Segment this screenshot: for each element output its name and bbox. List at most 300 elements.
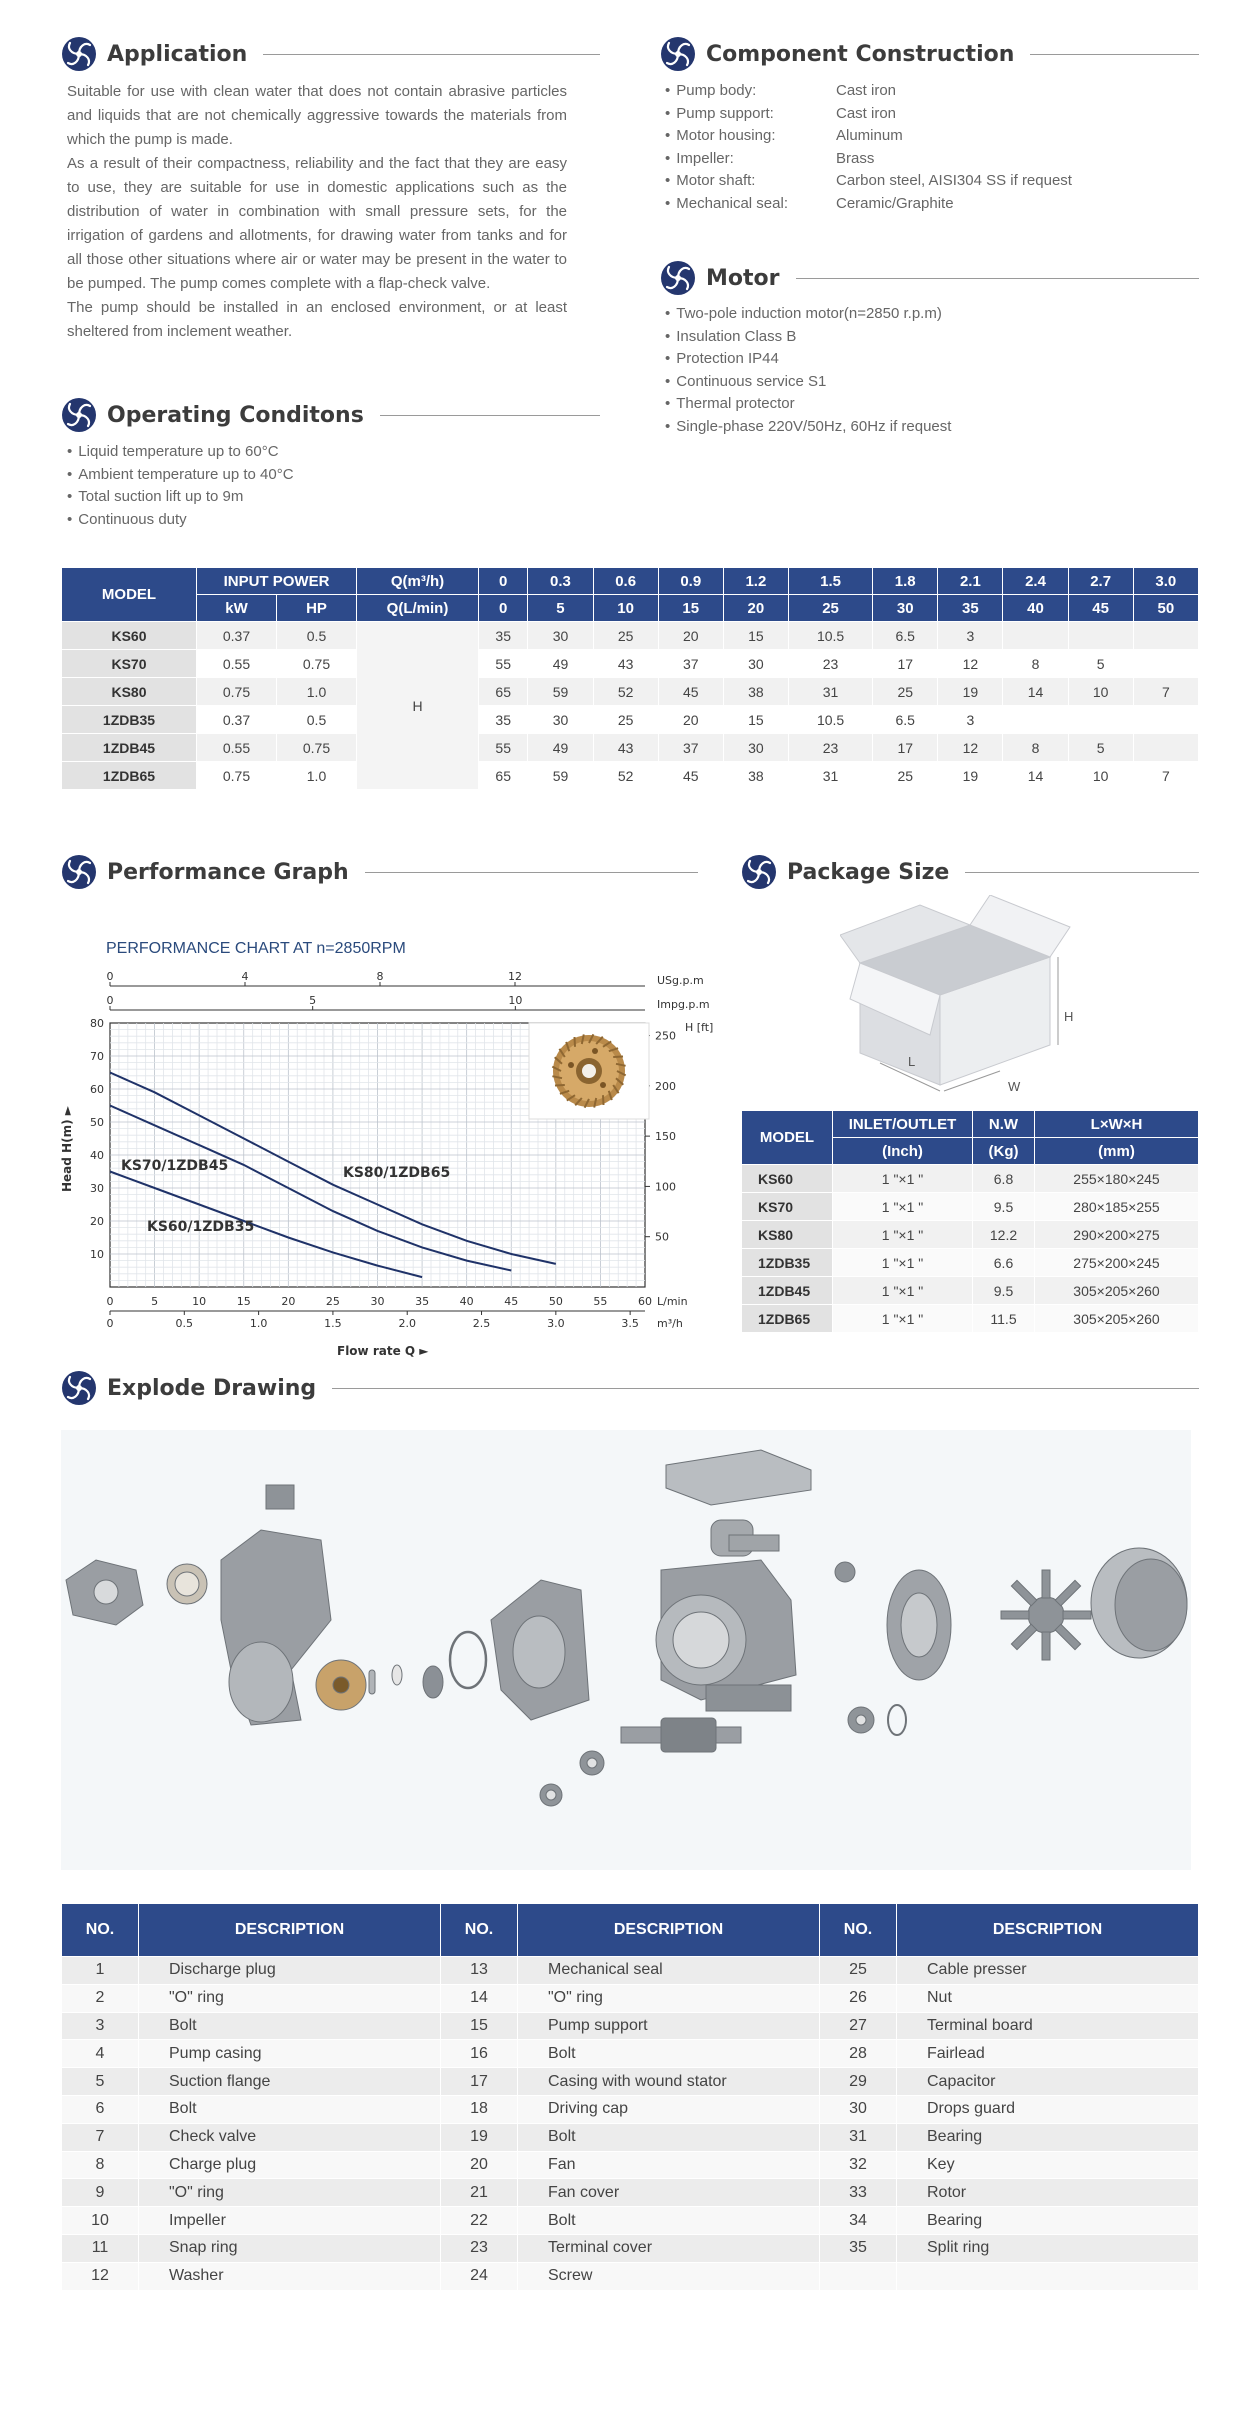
tick-label: 50	[655, 1230, 669, 1244]
kw-cell: 0.55	[197, 650, 277, 678]
package-title: Package Size	[787, 859, 950, 885]
head-cell: 30	[723, 650, 788, 678]
tick-label: 40	[90, 1149, 104, 1162]
part-description: Pump casing	[139, 2040, 441, 2068]
part-number: 3	[62, 2012, 139, 2040]
col-q-value: 0.6	[593, 568, 658, 595]
x-unit-label: L/min	[657, 1295, 688, 1308]
application-text	[67, 80, 567, 344]
table-row	[742, 1305, 1199, 1333]
performance-chart	[55, 930, 715, 1370]
part-number: 10	[62, 2207, 139, 2235]
part-description: Split ring	[897, 2234, 1199, 2262]
application-title: Application	[107, 41, 248, 67]
part-number: 6	[62, 2095, 139, 2123]
application-paragraph: The pump should be installed in an enclosed environment, or at least sheltered from inclement weather.	[67, 299, 567, 340]
table-row	[62, 2179, 1199, 2207]
head-cell: 17	[873, 734, 938, 762]
head-cell: 19	[938, 762, 1003, 790]
head-cell: 12	[938, 650, 1003, 678]
col-kw: kW	[197, 595, 277, 622]
performance-graph-heading	[61, 852, 698, 892]
part-number: 7	[62, 2123, 139, 2151]
part-description: "O" ring	[139, 1984, 441, 2012]
x-unit-label: Impg.p.m	[657, 998, 710, 1011]
part-description: Key	[897, 2151, 1199, 2179]
motor-list	[665, 303, 1185, 438]
part-description: Suction flange	[139, 2068, 441, 2096]
head-cell: 5	[1068, 650, 1133, 678]
head-cell: 55	[479, 734, 528, 762]
head-cell: 15	[723, 706, 788, 734]
divider	[263, 54, 600, 55]
col-q-value: 40	[1003, 595, 1068, 622]
list-item: • Pump body: Cast iron	[665, 80, 1185, 103]
col-q-value: 1.8	[873, 568, 938, 595]
inlet-cell: 1 "×1 "	[833, 1305, 973, 1333]
table-row	[62, 2012, 1199, 2040]
motor-heading	[660, 258, 1199, 298]
part-number: 20	[441, 2151, 518, 2179]
part-number: 22	[441, 2207, 518, 2235]
part-number: 4	[62, 2040, 139, 2068]
list-item: • Thermal protector	[665, 393, 1185, 416]
table-row	[62, 622, 1199, 650]
col-q-value: 2.1	[938, 568, 1003, 595]
dims-cell: 305×205×260	[1035, 1305, 1199, 1333]
head-cell: 17	[873, 650, 938, 678]
hp-cell: 0.75	[277, 734, 357, 762]
performance-table	[61, 567, 1199, 790]
part-number: 31	[820, 2123, 897, 2151]
part-description: Snap ring	[139, 2234, 441, 2262]
tick-label: 1.5	[324, 1317, 342, 1330]
nw-cell: 9.5	[973, 1277, 1035, 1305]
head-cell: 45	[658, 678, 723, 706]
head-cell: 30	[528, 706, 593, 734]
head-cell: 25	[873, 762, 938, 790]
col-q-value: 45	[1068, 595, 1133, 622]
col-q-value: 3.0	[1133, 568, 1198, 595]
tick-label: 10	[192, 1295, 207, 1308]
list-item: • Continuous service S1	[665, 371, 1185, 394]
tick-label: 5	[151, 1295, 159, 1308]
box-label-l: L	[908, 1054, 916, 1069]
table-row	[62, 1957, 1199, 1985]
col-no: NO.	[62, 1904, 139, 1957]
part-description: Bearing	[897, 2123, 1199, 2151]
tick-label: 10	[508, 994, 523, 1007]
part-description: Cable presser	[897, 1957, 1199, 1985]
head-cell: 10	[1068, 762, 1133, 790]
col-q-value: 35	[938, 595, 1003, 622]
tick-label: 50	[90, 1116, 104, 1129]
part-description: Bolt	[518, 2123, 820, 2151]
list-item: • Continuous duty	[67, 509, 567, 532]
head-cell: 37	[658, 734, 723, 762]
col-q: Q(m³/h)	[357, 568, 479, 595]
hp-cell: 0.5	[277, 706, 357, 734]
head-label-cell: H	[357, 622, 479, 790]
tick-label: 8	[376, 970, 384, 983]
package-box-illustration	[840, 895, 1080, 1100]
tick-label: 80	[90, 1017, 104, 1030]
tick-label: 0	[106, 994, 114, 1007]
inlet-cell: 1 "×1 "	[833, 1221, 973, 1249]
part-number: 18	[441, 2095, 518, 2123]
head-cell: 5	[1068, 734, 1133, 762]
part-description: Mechanical seal	[518, 1957, 820, 1985]
table-row	[62, 2234, 1199, 2262]
dims-cell: 290×200×275	[1035, 1221, 1199, 1249]
table-row	[62, 2095, 1199, 2123]
col-description: DESCRIPTION	[518, 1904, 820, 1957]
tick-label: 4	[241, 970, 249, 983]
part-number: 26	[820, 1984, 897, 2012]
head-cell: 10	[1068, 678, 1133, 706]
list-item: • Total suction lift up to 9m	[67, 486, 567, 509]
table-row	[742, 1165, 1199, 1193]
part-description: Drops guard	[897, 2095, 1199, 2123]
col-inlet-unit: (Inch)	[833, 1138, 973, 1165]
tick-label: 20	[281, 1295, 296, 1308]
part-number: 33	[820, 2179, 897, 2207]
part-description: Charge plug	[139, 2151, 441, 2179]
part-number: 12	[62, 2262, 139, 2290]
tick-label: 2.5	[472, 1317, 491, 1330]
table-row	[742, 1221, 1199, 1249]
brand-swirl-icon	[61, 397, 97, 433]
explode-title: Explode Drawing	[107, 1375, 317, 1401]
part-description: Impeller	[139, 2207, 441, 2235]
kw-cell: 0.37	[197, 622, 277, 650]
part-description: Check valve	[139, 2123, 441, 2151]
part-description: Fairlead	[897, 2040, 1199, 2068]
list-item: • Impeller: Brass	[665, 148, 1185, 171]
kw-cell: 0.75	[197, 678, 277, 706]
part-description: Casing with wound stator	[518, 2068, 820, 2096]
head-cell: 25	[593, 706, 658, 734]
divider	[332, 1388, 1199, 1389]
part-description: "O" ring	[518, 1984, 820, 2012]
col-q-value: 1.5	[788, 568, 872, 595]
part-number: 29	[820, 2068, 897, 2096]
y-axis-label: Head H(m) ►	[60, 1106, 74, 1192]
col-nw-unit: (Kg)	[973, 1138, 1035, 1165]
head-cell: 23	[788, 734, 872, 762]
col-model: MODEL	[742, 1111, 833, 1165]
part-number: 2	[62, 1984, 139, 2012]
head-cell	[1068, 622, 1133, 650]
col-q-value: 0.9	[658, 568, 723, 595]
hp-cell: 0.75	[277, 650, 357, 678]
model-cell: KS60	[62, 622, 197, 650]
hp-cell: 1.0	[277, 762, 357, 790]
part-number: 23	[441, 2234, 518, 2262]
inlet-cell: 1 "×1 "	[833, 1249, 973, 1277]
part-number: 32	[820, 2151, 897, 2179]
col-q-lmin: Q(L/min)	[357, 595, 479, 622]
head-cell: 38	[723, 678, 788, 706]
part-number: 1	[62, 1957, 139, 1985]
table-row	[62, 706, 1199, 734]
part-number: 9	[62, 2179, 139, 2207]
col-q-value: 15	[658, 595, 723, 622]
brand-swirl-icon	[61, 854, 97, 890]
dims-cell: 275×200×245	[1035, 1249, 1199, 1277]
nw-cell: 6.6	[973, 1249, 1035, 1277]
list-item: • Ambient temperature up to 40°C	[67, 464, 567, 487]
list-item: • Motor housing: Aluminum	[665, 125, 1185, 148]
head-cell: 59	[528, 678, 593, 706]
application-paragraph: Suitable for use with clean water that does not contain abrasive particles and liquids that are not chemically aggressive towards the materials from which the pump is made.	[67, 83, 567, 148]
nw-cell: 11.5	[973, 1305, 1035, 1333]
tick-label: 1.0	[249, 1317, 268, 1330]
model-cell: 1ZDB65	[62, 762, 197, 790]
head-cell: 15	[723, 622, 788, 650]
inlet-cell: 1 "×1 "	[833, 1165, 973, 1193]
component-list	[665, 80, 1185, 215]
head-cell: 6.5	[873, 706, 938, 734]
table-row	[62, 1984, 1199, 2012]
box-label-h: H	[1064, 1009, 1074, 1024]
col-q-value: 0.3	[528, 568, 593, 595]
part-description: "O" ring	[139, 2179, 441, 2207]
col-q-value: 2.7	[1068, 568, 1133, 595]
dims-cell: 280×185×255	[1035, 1193, 1199, 1221]
part-number: 30	[820, 2095, 897, 2123]
table-row	[742, 1249, 1199, 1277]
head-cell: 30	[528, 622, 593, 650]
table-row	[62, 2040, 1199, 2068]
list-item: • Single-phase 220V/50Hz, 60Hz if request	[665, 416, 1185, 439]
col-no: NO.	[441, 1904, 518, 1957]
tick-label: 55	[593, 1295, 608, 1308]
head-cell: 49	[528, 650, 593, 678]
part-description	[897, 2262, 1199, 2290]
head-cell: 31	[788, 678, 872, 706]
head-cell: 7	[1133, 678, 1198, 706]
divider	[796, 278, 1200, 279]
head-cell: 37	[658, 650, 723, 678]
col-description: DESCRIPTION	[897, 1904, 1199, 1957]
part-description: Bolt	[518, 2207, 820, 2235]
tick-label: 0	[106, 1317, 114, 1330]
x-unit-label: USg.p.m	[657, 974, 704, 987]
part-description: Fan cover	[518, 2179, 820, 2207]
model-cell: KS70	[62, 650, 197, 678]
col-q-value: 2.4	[1003, 568, 1068, 595]
model-cell: KS60	[742, 1165, 833, 1193]
head-cell	[1133, 706, 1198, 734]
tick-label: 30	[90, 1182, 104, 1195]
package-heading	[741, 852, 1199, 892]
x-axis-label: Flow rate Q ►	[337, 1344, 429, 1358]
head-cell: 25	[593, 622, 658, 650]
head-cell: 8	[1003, 734, 1068, 762]
inlet-cell: 1 "×1 "	[833, 1277, 973, 1305]
head-cell	[1003, 706, 1068, 734]
part-description: Rotor	[897, 2179, 1199, 2207]
tick-label: 150	[655, 1130, 676, 1144]
col-q-value: 50	[1133, 595, 1198, 622]
head-cell: 7	[1133, 762, 1198, 790]
head-cell: 31	[788, 762, 872, 790]
model-cell: 1ZDB65	[742, 1305, 833, 1333]
head-cell: 12	[938, 734, 1003, 762]
part-number: 35	[820, 2234, 897, 2262]
head-cell	[1068, 706, 1133, 734]
impeller-image	[529, 1023, 649, 1119]
tick-label: 10	[90, 1248, 104, 1261]
part-description: Bolt	[139, 2012, 441, 2040]
nw-cell: 9.5	[973, 1193, 1035, 1221]
head-cell	[1133, 622, 1198, 650]
part-number: 27	[820, 2012, 897, 2040]
head-cell: 38	[723, 762, 788, 790]
brand-swirl-icon	[61, 1370, 97, 1406]
series-label: KS70/1ZDB45	[121, 1158, 229, 1174]
tick-label: 0.5	[175, 1317, 194, 1330]
tick-label: 2.0	[398, 1317, 416, 1330]
list-item: • Protection IP44	[665, 348, 1185, 371]
table-row	[742, 1193, 1199, 1221]
model-cell: KS80	[62, 678, 197, 706]
col-q-value: 0	[479, 568, 528, 595]
tick-label: 50	[548, 1295, 563, 1308]
part-description: Driving cap	[518, 2095, 820, 2123]
series-label: KS60/1ZDB35	[147, 1219, 255, 1235]
tick-label: 30	[370, 1295, 385, 1308]
divider	[1030, 54, 1199, 55]
motor-title: Motor	[706, 265, 780, 291]
table-row	[62, 2207, 1199, 2235]
explode-drawing	[61, 1420, 1199, 1880]
list-item: • Pump support: Cast iron	[665, 103, 1185, 126]
head-cell: 55	[479, 650, 528, 678]
part-number	[820, 2262, 897, 2290]
head-cell: 52	[593, 762, 658, 790]
divider	[365, 872, 698, 873]
parts-table	[61, 1903, 1199, 2291]
tick-label: 15	[236, 1295, 251, 1308]
part-number: 34	[820, 2207, 897, 2235]
col-q-value: 25	[788, 595, 872, 622]
head-cell: 49	[528, 734, 593, 762]
head-cell: 43	[593, 734, 658, 762]
nw-cell: 12.2	[973, 1221, 1035, 1249]
head-cell: 14	[1003, 762, 1068, 790]
tick-label: 0	[106, 970, 114, 983]
col-dims-unit: (mm)	[1035, 1138, 1199, 1165]
component-title: Component Construction	[706, 41, 1015, 67]
list-item: • Two-pole induction motor(n=2850 r.p.m)	[665, 303, 1185, 326]
part-number: 24	[441, 2262, 518, 2290]
part-number: 8	[62, 2151, 139, 2179]
tick-label: 200	[655, 1079, 676, 1093]
head-cell: 59	[528, 762, 593, 790]
operating-heading	[61, 395, 600, 435]
nw-cell: 6.8	[973, 1165, 1035, 1193]
part-description: Fan	[518, 2151, 820, 2179]
part-description: Terminal board	[897, 2012, 1199, 2040]
tick-label: 250	[655, 1029, 676, 1043]
col-no: NO.	[820, 1904, 897, 1957]
head-cell: 25	[873, 678, 938, 706]
table-row	[62, 650, 1199, 678]
table-row	[62, 2123, 1199, 2151]
list-item: • Liquid temperature up to 60°C	[67, 441, 567, 464]
tick-label: 5	[309, 994, 317, 1007]
divider	[380, 415, 600, 416]
col-q-value: 1.2	[723, 568, 788, 595]
col-dims: L×W×H	[1035, 1111, 1199, 1138]
hp-cell: 0.5	[277, 622, 357, 650]
col-inlet: INLET/OUTLET	[833, 1111, 973, 1138]
x-unit-label: m³/h	[657, 1317, 683, 1330]
brand-swirl-icon	[660, 36, 696, 72]
part-description: Discharge plug	[139, 1957, 441, 1985]
part-description: Nut	[897, 1984, 1199, 2012]
model-cell: 1ZDB35	[62, 706, 197, 734]
brand-swirl-icon	[741, 854, 777, 890]
part-description: Capacitor	[897, 2068, 1199, 2096]
col-q-value: 10	[593, 595, 658, 622]
col-input-power: INPUT POWER	[197, 568, 357, 595]
tick-label: 40	[459, 1295, 474, 1308]
hp-cell: 1.0	[277, 678, 357, 706]
chart-title: PERFORMANCE CHART AT n=2850RPM	[106, 940, 406, 957]
col-q-value: 20	[723, 595, 788, 622]
tick-label: 100	[655, 1180, 676, 1194]
head-cell: 3	[938, 622, 1003, 650]
part-description: Washer	[139, 2262, 441, 2290]
package-table	[741, 1110, 1199, 1333]
model-cell: KS70	[742, 1193, 833, 1221]
kw-cell: 0.75	[197, 762, 277, 790]
part-number: 19	[441, 2123, 518, 2151]
tick-label: 20	[90, 1215, 104, 1228]
kw-cell: 0.37	[197, 706, 277, 734]
model-cell: 1ZDB45	[742, 1277, 833, 1305]
col-description: DESCRIPTION	[139, 1904, 441, 1957]
explode-heading	[61, 1368, 1199, 1408]
tick-label: 45	[504, 1295, 519, 1308]
part-number: 14	[441, 1984, 518, 2012]
operating-title: Operating Conditons	[107, 402, 364, 428]
col-hp: HP	[277, 595, 357, 622]
part-number: 16	[441, 2040, 518, 2068]
col-model: MODEL	[62, 568, 197, 622]
head-cell: 20	[658, 706, 723, 734]
tick-label: 35	[415, 1295, 430, 1308]
brand-swirl-icon	[660, 260, 696, 296]
head-cell: 20	[658, 622, 723, 650]
tick-label: 60	[638, 1295, 652, 1308]
series-label: KS80/1ZDB65	[343, 1165, 451, 1181]
head-cell	[1133, 650, 1198, 678]
list-item: • Motor shaft: Carbon steel, AISI304 SS if request	[665, 170, 1185, 193]
brand-swirl-icon	[61, 36, 97, 72]
inlet-cell: 1 "×1 "	[833, 1193, 973, 1221]
ft-unit-label: H [ft]	[685, 1021, 714, 1034]
part-number: 13	[441, 1957, 518, 1985]
head-cell: 30	[723, 734, 788, 762]
head-cell: 10.5	[788, 622, 872, 650]
part-number: 28	[820, 2040, 897, 2068]
col-nw: N.W	[973, 1111, 1035, 1138]
component-heading	[660, 34, 1199, 74]
